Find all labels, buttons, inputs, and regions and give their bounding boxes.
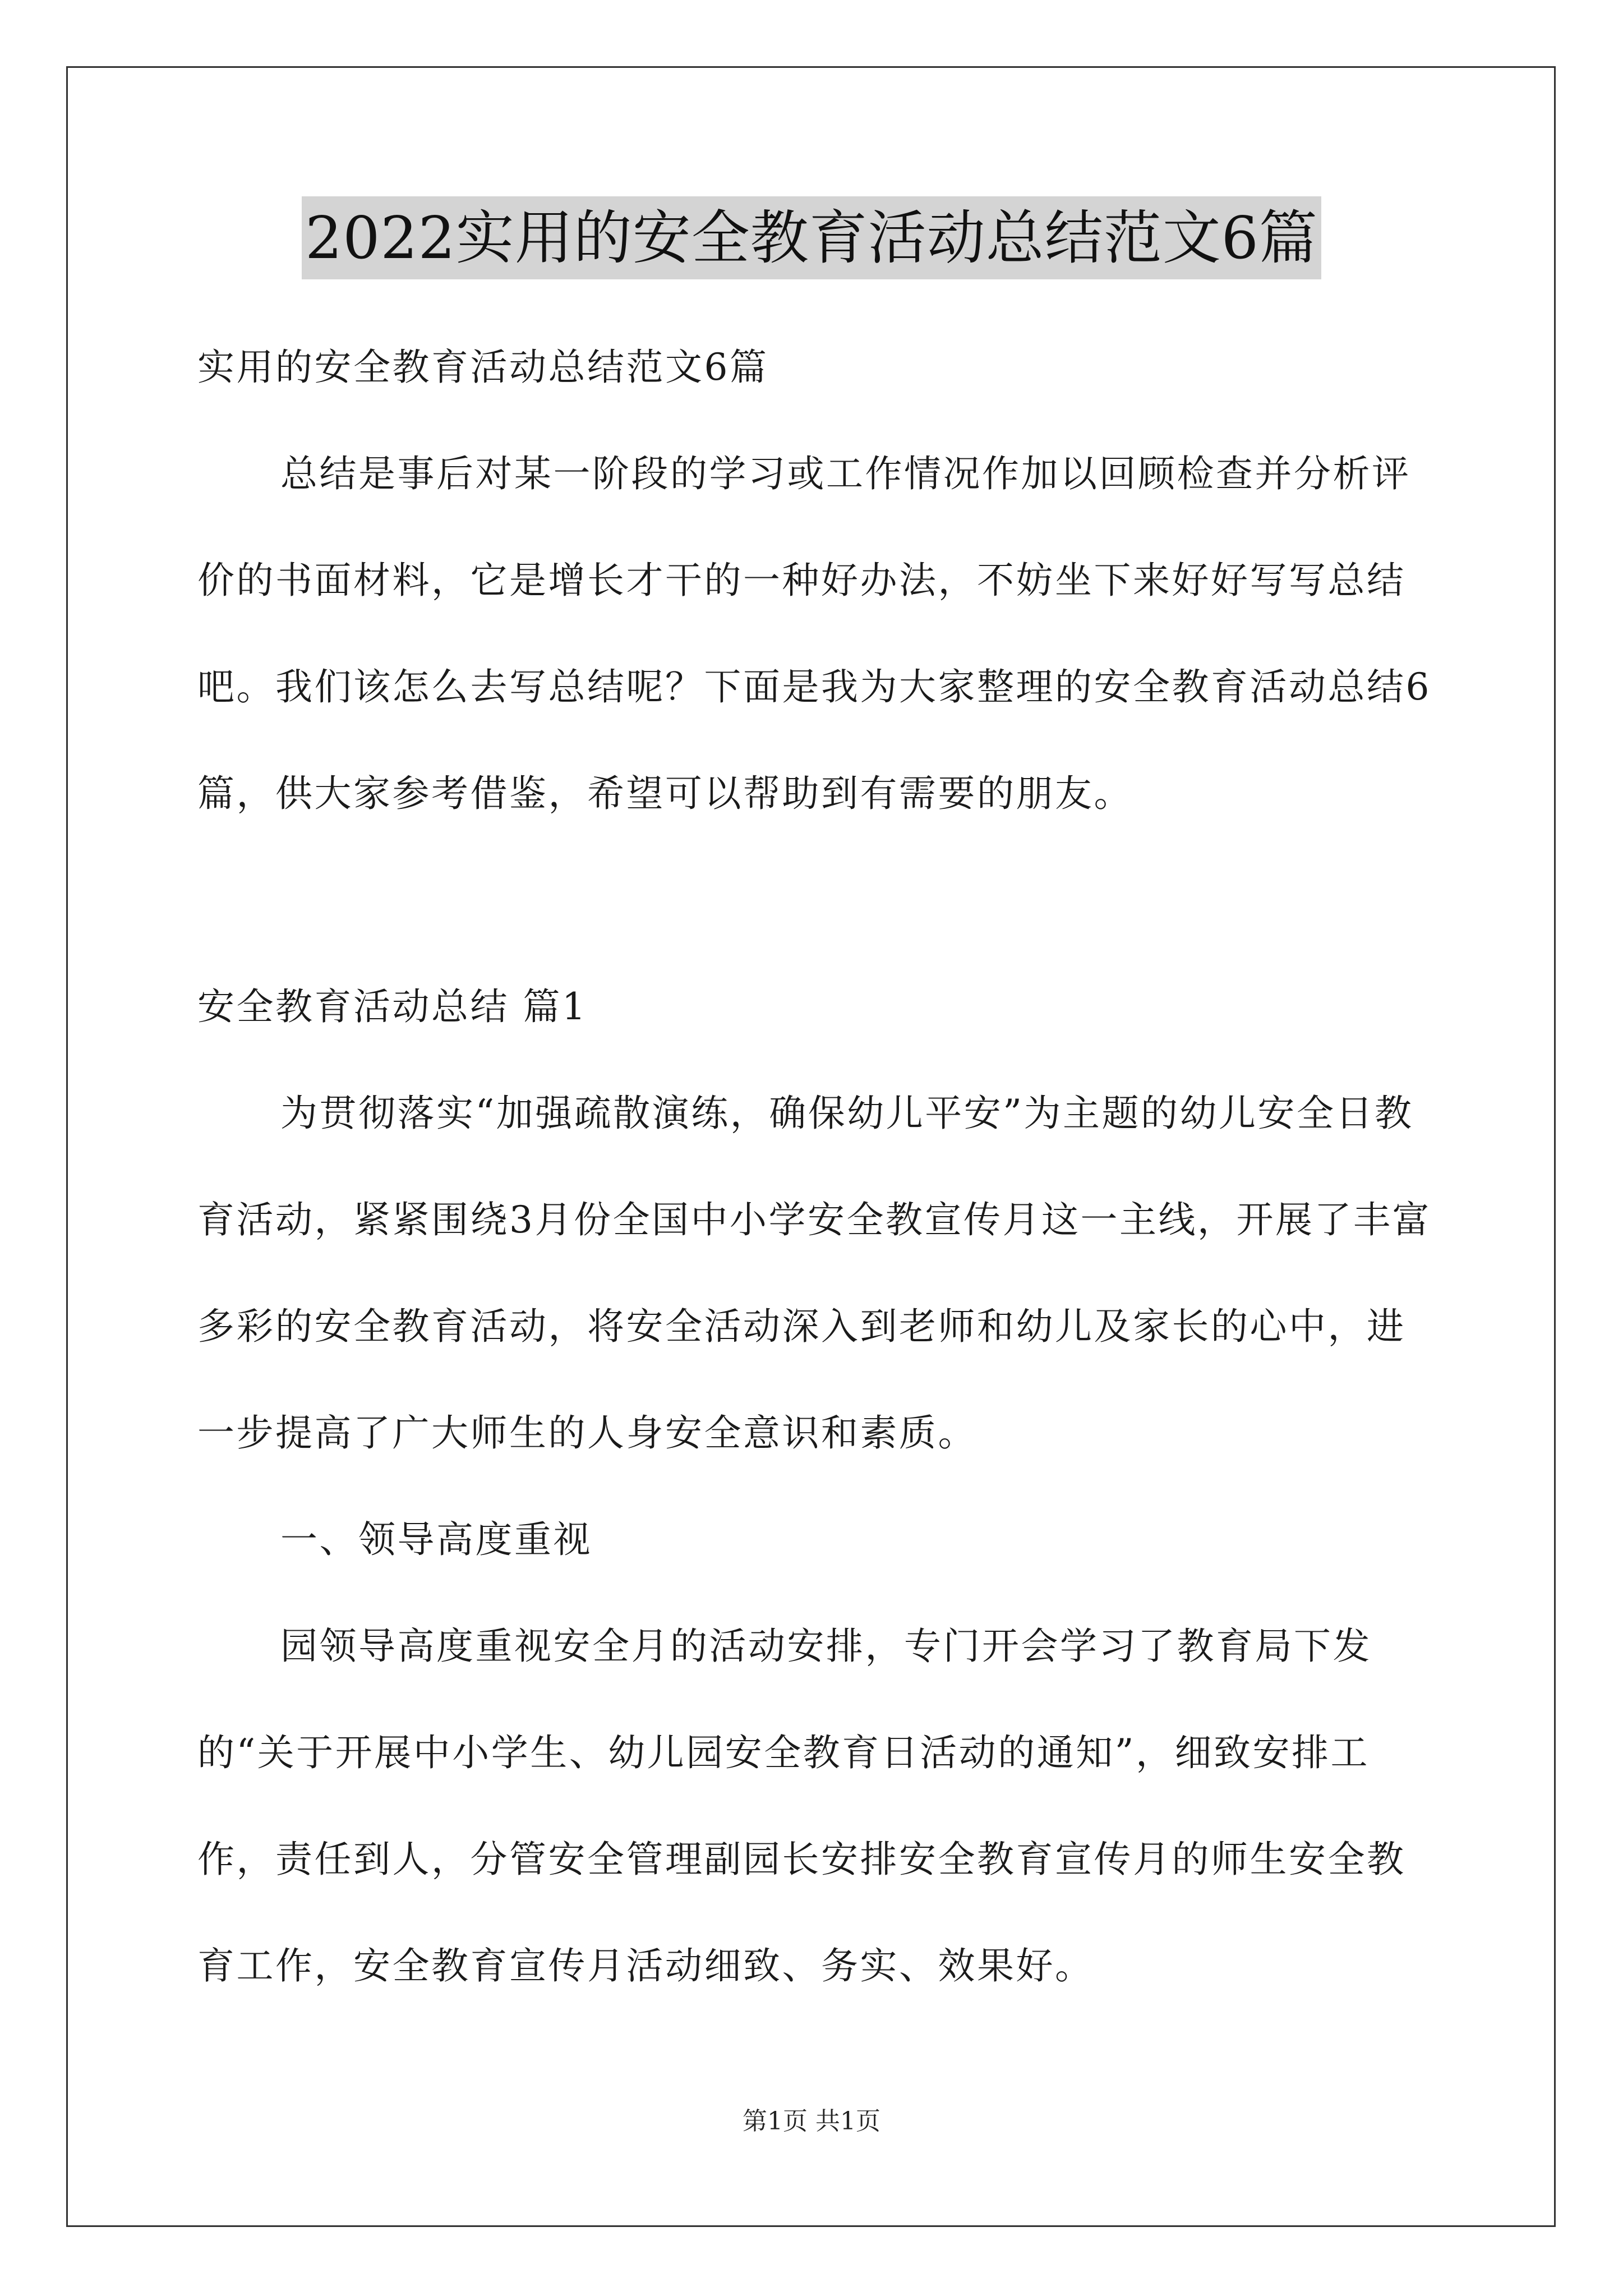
subheading-leadership: 一、领导高度重视 bbox=[280, 1518, 592, 1561]
document-subtitle: 实用的安全教育活动总结范文6篇 bbox=[197, 346, 769, 389]
page-footer: 第1页 共1页 bbox=[743, 2107, 880, 2136]
document-title: 2022实用的安全教育活动总结范文6篇 bbox=[302, 196, 1321, 279]
paragraph-spacer bbox=[197, 847, 1431, 954]
section-heading: 安全教育活动总结 篇1 bbox=[197, 985, 588, 1028]
intro-paragraph: 总结是事后对某一阶段的学习或工作情况作加以回顾检查并分析评价的书面材料，它是增长才干的一种好办法，不妨坐下来好好写写总结吧。我们该怎么去写总结呢？下面是我为大家整理的安全教育活动总结6篇，供大家参考借鉴，希望可以帮助到有需要的朋友。 bbox=[197, 452, 1431, 815]
section-paragraph-2: 园领导高度重视安全月的活动安排，专门开会学习了教育局下发的“关于开展中小学生、幼儿园安全教育日活动的通知”，细致安排工作，责任到人，分管安全管理副园长安排安全教育宣传月的师生安全教育工作，安全教育宣传月活动细致、务实、效果好。 bbox=[197, 1625, 1406, 1987]
section-paragraph-1: 为贯彻落实“加强疏散演练，确保幼儿平安”为主题的幼儿安全日教育活动，紧紧围绕3月份全国中小学安全教宣传月这一主线，开展了丰富多彩的安全教育活动，将安全活动深入到老师和幼儿及家长的心中，进一步提高了广大师生的人身安全意识和素质。 bbox=[197, 1092, 1431, 1455]
title-container bbox=[0, 196, 1623, 279]
document-body bbox=[197, 314, 1431, 2019]
